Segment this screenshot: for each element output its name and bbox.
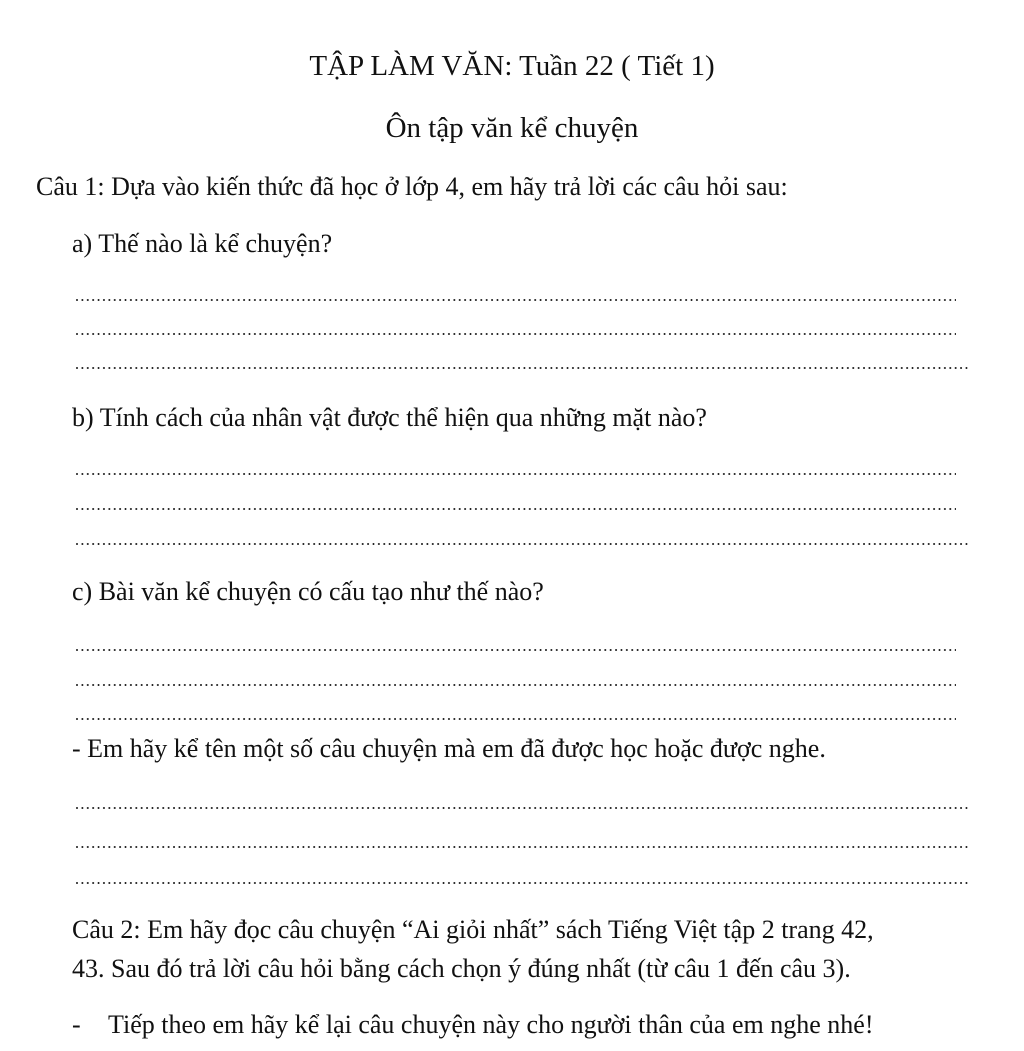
answer-line-1b-2 xyxy=(76,508,956,510)
answer-line-1a-2 xyxy=(76,333,956,335)
answer-line-1c-2 xyxy=(76,684,956,686)
answer-line-1b-1 xyxy=(76,473,956,475)
answer-line-1b-3 xyxy=(76,543,968,545)
question-1-prompt: Câu 1: Dựa vào kiến thức đã học ở lớp 4, em hãy trả lời các câu hỏi sau: xyxy=(36,172,788,201)
answer-line-1a-1 xyxy=(76,299,956,301)
question-1d: - Em hãy kể tên một số câu chuyện mà em đã được học hoặc được nghe. xyxy=(72,734,826,763)
question-1a: a) Thế nào là kể chuyện? xyxy=(72,229,333,258)
answer-line-1d-1 xyxy=(76,807,968,809)
answer-line-1c-1 xyxy=(76,649,956,651)
bullet-dash: - xyxy=(72,1010,81,1039)
page-subtitle: Ôn tập văn kể chuyện xyxy=(385,112,639,144)
question-2-instruction: Tiếp theo em hãy kể lại câu chuyện này cho người thân của em nghe nhé! xyxy=(108,1010,874,1039)
question-2-line-2: 43. Sau đó trả lời câu hỏi bằng cách chọn ý đúng nhất (từ câu 1 đến câu 3). xyxy=(72,954,851,983)
question-1b: b) Tính cách của nhân vật được thể hiện qua những mặt nào? xyxy=(72,403,707,432)
answer-line-1c-3 xyxy=(76,718,956,720)
answer-line-1a-3 xyxy=(76,367,968,369)
question-2-line-1: Câu 2: Em hãy đọc câu chuyện “Ai giỏi nhất” sách Tiếng Việt tập 2 trang 42, xyxy=(72,915,874,944)
page-title: TẬP LÀM VĂN: Tuần 22 ( Tiết 1) xyxy=(309,50,715,82)
answer-line-1d-2 xyxy=(76,846,968,848)
question-1c: c) Bài văn kể chuyện có cấu tạo như thế nào? xyxy=(72,577,544,606)
answer-line-1d-3 xyxy=(76,882,968,884)
